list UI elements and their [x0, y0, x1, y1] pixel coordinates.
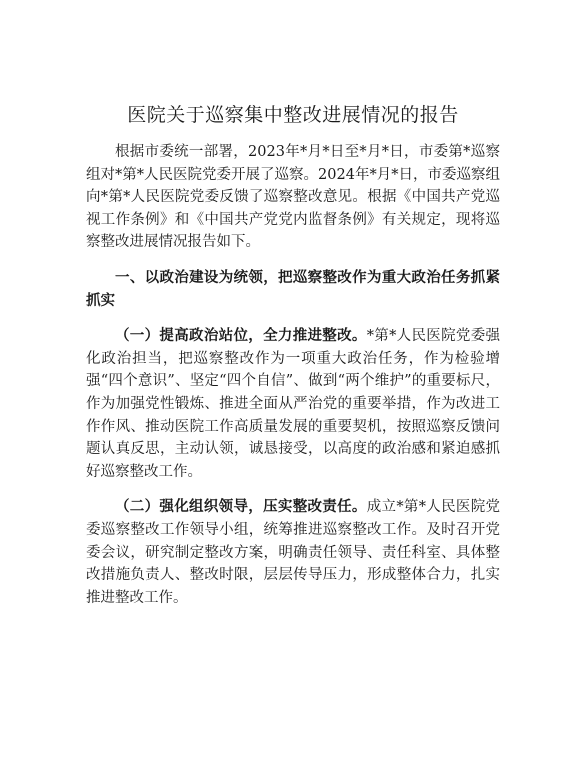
document-title: 医院关于巡察集中整改进展情况的报告 — [127, 104, 459, 126]
section-heading-1 — [86, 267, 500, 312]
paragraph-lead: （一）提高政治站位，全力推进整改。 — [115, 327, 367, 345]
paragraph-intro — [86, 141, 500, 254]
paragraph-lead: （二）强化组织领导，压实整改责任。 — [115, 498, 367, 516]
paragraph-lead: 一、以政治建设为统领，把巡察整改作为重大政治任务抓紧抓实 — [86, 268, 500, 309]
paragraph-subsection-2 — [86, 496, 500, 609]
paragraph-text: 成立*第*人民医院党委巡察整改工作领导小组，统筹推进巡察整改工作。及时召开党委会议，研究制定整改方案，明确责任领导、责任科室、具体整改措施负责人、整改时限，层层传导压力，形成整体合力，扎实推进整改工作。 — [86, 499, 501, 606]
document-body — [86, 141, 500, 609]
paragraph-text: *第*人民医院党委强化政治担当，把巡察整改作为一项重大政治任务，作为检验增强“四个意识”、坚定“四个自信”、做到“两个维护”的重要标尺，作为加强党性锻炼、推进全面从严治党的重要举措，作为改进工作作风、推动医院工作高质量发展的重要契机，按照巡察反馈问题认真反思，主动认领，诚恳接受，以高度的政治感和紧迫感抓好巡察整改工作。 — [86, 328, 501, 480]
paragraph-text: 根据市委统一部署，2023年*月*日至*月*日，市委第*巡察组对*第*人民医院党委开展了巡察。2024年*月*日，市委巡察组向*第*人民医院党委反馈了巡察整改意见。根据《中国共产党巡视工作条例》和《中国共产党党内监督条例》有关规定，现将巡察整改进展情况报告如下。 — [86, 144, 500, 251]
paragraph-subsection-1 — [86, 325, 500, 483]
